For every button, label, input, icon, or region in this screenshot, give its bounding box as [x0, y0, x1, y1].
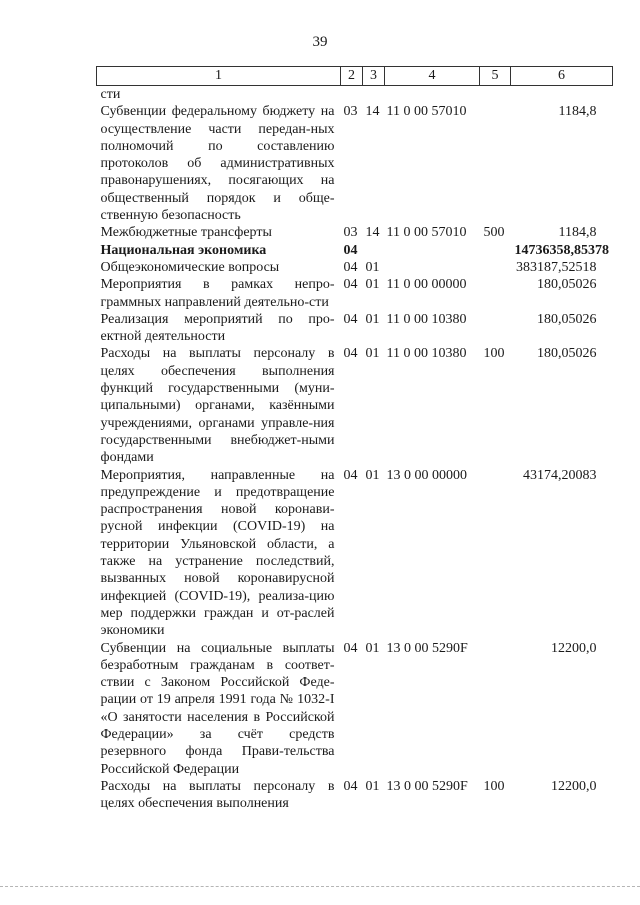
- table-row: [97, 224, 613, 241]
- row-amount: 12200,0: [551, 778, 597, 794]
- row-section: 04: [343, 640, 358, 656]
- row-expense-type: [480, 259, 511, 276]
- row-name: Реализация мероприятий по про-ектной деятельности: [100, 311, 335, 345]
- row-target-article: 13 0 00 00000: [386, 467, 467, 483]
- table-row: [97, 467, 613, 640]
- row-subsection: 14: [365, 104, 380, 120]
- row-target-article: 13 0 00 5290F: [386, 640, 468, 656]
- row-amount: 383187,52518: [516, 259, 597, 275]
- row-section: 04: [343, 242, 358, 258]
- row-amount: 180,05026: [537, 346, 597, 362]
- table-row: [97, 276, 613, 311]
- header-col-2: 2: [341, 67, 363, 86]
- row-subsection: 01: [365, 778, 380, 794]
- row-name: Национальная экономика: [100, 242, 267, 258]
- budget-table: [96, 66, 613, 812]
- row-section: [341, 86, 363, 104]
- row-expense-type: 100: [483, 346, 505, 362]
- row-expense-type: [480, 311, 511, 346]
- row-expense-type: [480, 467, 511, 640]
- row-section: 04: [343, 277, 358, 293]
- row-section: 03: [343, 225, 358, 241]
- row-name: Мероприятия в рамках непро-граммных направлений деятельно-сти: [100, 277, 335, 310]
- table-body: [97, 86, 613, 813]
- table-row: [97, 778, 613, 813]
- row-amount: 1184,8: [558, 225, 597, 241]
- row-target-article: 11 0 00 10380: [386, 346, 467, 362]
- row-expense-type: [480, 86, 511, 104]
- row-target-article: [385, 242, 480, 259]
- row-expense-type: 500: [483, 225, 505, 241]
- row-target-article: 11 0 00 00000: [386, 277, 467, 293]
- row-name: Общеэкономические вопросы: [100, 259, 280, 275]
- table-row: [97, 86, 613, 104]
- row-expense-type: [480, 103, 511, 224]
- header-row: [97, 67, 613, 86]
- row-subsection: 01: [365, 311, 380, 327]
- row-target-article: 13 0 00 5290F: [386, 778, 468, 794]
- table-row: [97, 640, 613, 778]
- row-amount: 180,05026: [537, 311, 597, 327]
- row-expense-type: [480, 640, 511, 778]
- row-amount: 14736358,85378: [514, 242, 609, 258]
- row-expense-type: 100: [483, 778, 505, 794]
- page-number: 39: [312, 34, 328, 50]
- row-subsection: [363, 86, 385, 104]
- row-amount: [511, 86, 613, 104]
- row-section: 03: [343, 104, 358, 120]
- row-name: Субвенции федеральному бюджету на осуществление части передан-ных полномочий по составлению протоколов об административных правонарушениях, посягающих на общественный порядок и обще-ственную безопасность: [100, 104, 335, 224]
- row-target-article: [385, 259, 480, 276]
- header-col-1: 1: [97, 67, 341, 86]
- header-col-6: 6: [511, 67, 613, 86]
- header-col-3: 3: [363, 67, 385, 86]
- row-amount: 43174,20083: [523, 467, 597, 483]
- row-name: Межбюджетные трансферты: [100, 225, 272, 241]
- row-section: 04: [343, 778, 358, 794]
- row-section: 04: [343, 467, 358, 483]
- table-row: [97, 242, 613, 259]
- row-amount: 1184,8: [558, 104, 597, 120]
- row-expense-type: [480, 242, 511, 259]
- row-subsection: 01: [365, 640, 380, 656]
- row-target-article: [385, 86, 480, 104]
- row-section: 04: [343, 259, 358, 275]
- table-header: [97, 67, 613, 86]
- row-target-article: 11 0 00 57010: [386, 225, 467, 241]
- header-col-5: 5: [480, 67, 511, 86]
- row-name: Расходы на выплаты персоналу в целях обеспечения выполнения: [100, 778, 335, 812]
- row-expense-type: [480, 276, 511, 311]
- row-subsection: 01: [365, 346, 380, 362]
- scan-edge-line: [0, 886, 640, 887]
- row-name: Субвенции на социальные выплаты безработным гражданам в соответ-ствии с Законом Российской Феде-рации от 19 апреля 1991 года № 1032-I «О занятости населения в Российской Федерации» за счёт средств резервного фонда Прави-тельства Российской Федерации: [100, 640, 335, 777]
- row-name: сти: [100, 87, 121, 102]
- row-section: 04: [343, 346, 358, 362]
- row-target-article: 11 0 00 57010: [386, 104, 467, 120]
- row-section: 04: [343, 311, 358, 327]
- row-subsection: 01: [365, 467, 380, 483]
- row-subsection: [363, 242, 385, 259]
- table-row: [97, 345, 613, 466]
- row-amount: 12200,0: [551, 640, 597, 656]
- table-row: [97, 259, 613, 276]
- table-row: [97, 311, 613, 346]
- row-amount: 180,05026: [537, 277, 597, 293]
- header-col-4: 4: [385, 67, 480, 86]
- row-name: Мероприятия, направленные на предупреждение и предотвращение распространения новой коронави-русной инфекции (COVID-19) на территории Ульяновской области, а также на устранение последствий, вызванных новой коронавирусной инфекцией (COVID-19), реализа-цию мер поддержки граждан и от-раслей экономики: [100, 467, 335, 639]
- table-row: [97, 103, 613, 224]
- row-subsection: 01: [365, 277, 380, 293]
- row-target-article: 11 0 00 10380: [386, 311, 467, 327]
- row-subsection: 01: [365, 259, 380, 275]
- row-name: Расходы на выплаты персоналу в целях обеспечения выполнения функций государственными (муни-ципальными) органами, казёнными учреждениями, органами управле-ния государственными внебюджет-ными фондами: [100, 346, 335, 466]
- row-subsection: 14: [365, 225, 380, 241]
